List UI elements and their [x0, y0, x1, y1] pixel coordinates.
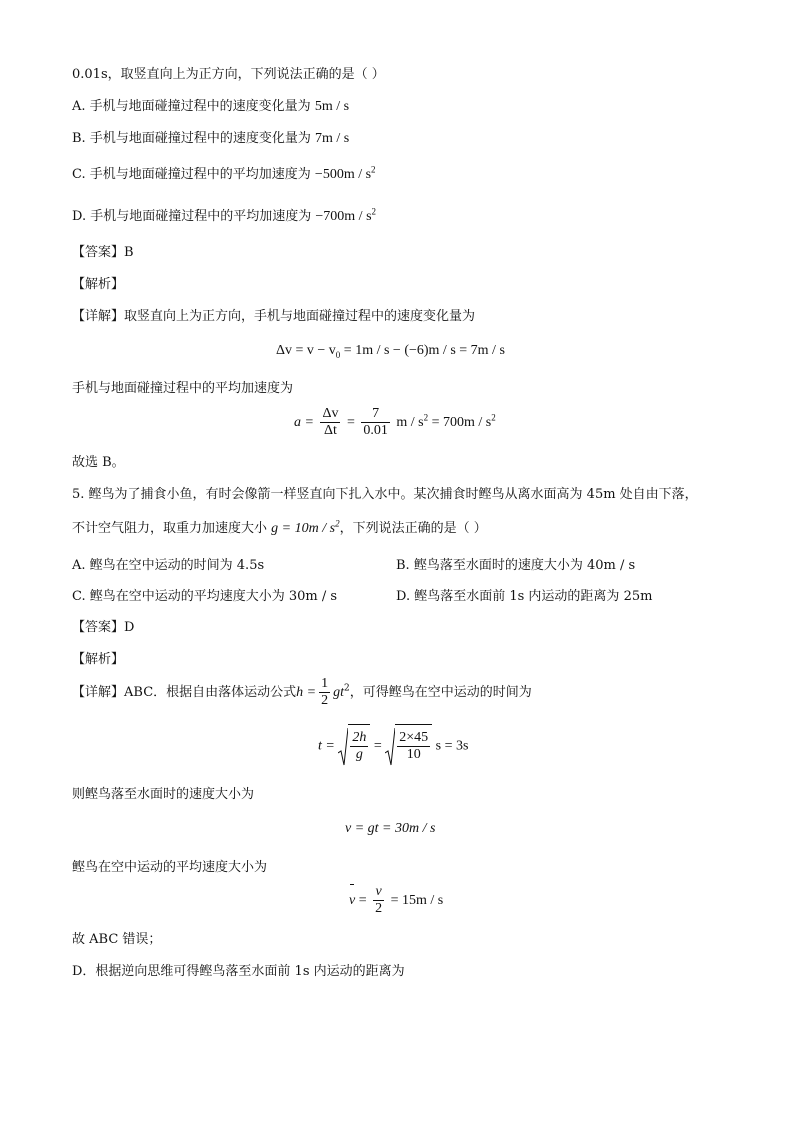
q5-equation-velocity: v = gt = 30m / s — [345, 821, 436, 836]
option-value: 5m / s — [314, 99, 350, 114]
q4-option-b — [72, 130, 349, 148]
q5-equation-time: t = $\frac{2h}{g}$ = $\frac{2\times 45}{10}$ s = 3s — [318, 724, 468, 769]
option-label: D. — [72, 209, 87, 224]
fraction: $\frac{v}{2}$ — [375, 884, 383, 917]
q5-option-a: A. 鲣鸟在空中运动的时间为 4.5s — [72, 558, 265, 573]
q4-option-d — [72, 208, 376, 226]
detail-text: 取竖直向上为正方向，手机与地面碰撞过程中的速度变化量为 — [124, 309, 476, 324]
option-text: 手机与地面碰撞过程中的平均加速度为 — [90, 209, 312, 224]
q4-answer: 【答案】B — [72, 245, 134, 260]
detail-tag: 【详解】 — [72, 685, 125, 700]
q4-stem-tail: 0.01s，取竖直向上为正方向，下列说法正确的是（ ） — [72, 67, 385, 82]
q4-conclusion: 故选 B。 — [72, 455, 125, 470]
option-value: 7m / s — [314, 131, 350, 146]
option-text: 手机与地面碰撞过程中的速度变化量为 — [89, 99, 311, 114]
q4-equation-acceleration: a = $\frac{\Delta v}{\Delta t}$ = $\frac{7}{0.01}$ $m / s^2 = 700m / s^2$ — [294, 406, 496, 439]
q5-detail: 【详解】ABC．根据自由落体运动公式h = $\frac{1}{2}$ $gt^2$，可得鲣鸟在空中运动的时间为 — [72, 676, 532, 708]
option-value: $-700m / s^2$ — [315, 206, 377, 224]
q4-option-a — [72, 98, 349, 116]
q5-equation-average: v = $\frac{v}{2}$ = 15m / s — [349, 884, 444, 917]
fraction: $\frac{\Delta v}{\Delta t}$ — [322, 406, 339, 439]
q4-option-c — [72, 166, 376, 184]
option-label: A. — [72, 99, 86, 114]
option-label: B. — [72, 131, 86, 146]
q5-option-d-detail: D．根据逆向思维可得鲣鸟落至水面前 1s 内运动的距离为 — [72, 964, 405, 979]
fraction: $\frac{2h}{g}$ — [352, 730, 367, 763]
q5-velocity-line: 则鲣鸟落至水面时的速度大小为 — [72, 787, 255, 802]
q4-detail — [72, 308, 475, 326]
q4-analysis: 【解析】 — [72, 277, 125, 292]
q5-average-line: 鲣鸟在空中运动的平均速度大小为 — [72, 860, 268, 875]
q5-analysis: 【解析】 — [72, 652, 125, 667]
q5-stem-line1: 5. 鲣鸟为了捕食小鱼，有时会像箭一样竖直向下扎入水中。某次捕食时鲣鸟从离水面高为 45m 处自由下落， — [72, 487, 698, 502]
q4-acc-line: 手机与地面碰撞过程中的平均加速度为 — [72, 381, 294, 396]
q4-equation-velocity-change: $\Delta v = v - v_0 = 1m / s - (-6)m / s = 7m / s$ — [276, 343, 505, 360]
q5-option-b: B. 鲣鸟落至水面时的速度大小为 40m / s — [396, 558, 636, 573]
q5-answer: 【答案】D — [72, 620, 135, 635]
option-value: $-500m / s^2$ — [314, 164, 376, 182]
fraction: $\frac{7}{0.01}$ — [363, 406, 388, 439]
sqrt — [385, 724, 432, 769]
detail-tag: 【详解】 — [72, 309, 125, 324]
q5-option-d: D. 鲣鸟落至水面前 1s 内运动的距离为 25m — [396, 589, 653, 604]
option-label: C. — [72, 167, 86, 182]
fraction: $\frac{2\times 45}{10}$ — [399, 730, 429, 763]
sqrt — [338, 724, 370, 769]
q5-stem-line2: 不计空气阻力，取重力加速度大小 $g = 10m / s^2$，下列说法正确的是（ ） — [72, 518, 487, 536]
fraction: $\frac{1}{2}$ — [321, 676, 329, 708]
option-text: 手机与地面碰撞过程中的速度变化量为 — [89, 131, 311, 146]
option-text: 手机与地面碰撞过程中的平均加速度为 — [89, 167, 311, 182]
q5-wrong-line: 故 ABC 错误； — [72, 932, 162, 947]
gravity-value: $g = 10m / s^2$ — [271, 518, 340, 536]
q5-option-c: C. 鲣鸟在空中运动的平均速度大小为 30m / s — [72, 589, 338, 604]
